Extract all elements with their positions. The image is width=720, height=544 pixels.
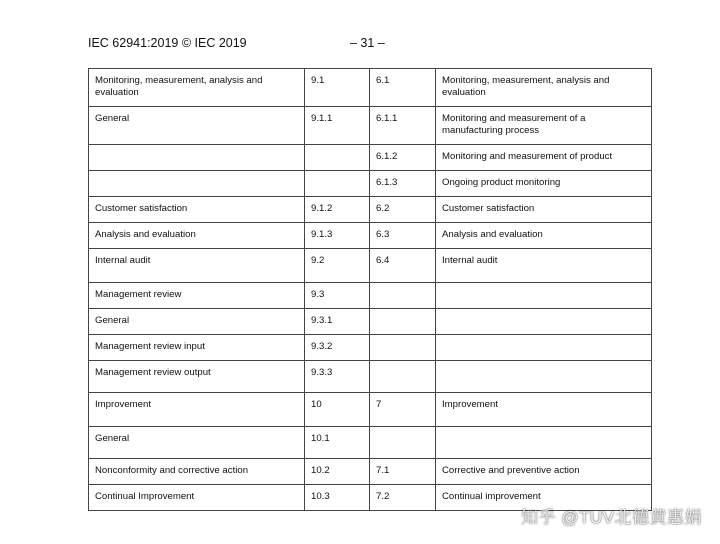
clause-correspondence-table	[88, 68, 652, 511]
ref-clause-number: 6.1.3	[370, 171, 436, 197]
clause-number: 9.1.1	[305, 107, 370, 145]
ref-clause-title: Monitoring, measurement, analysis and evaluation	[436, 69, 652, 107]
clause-title: Management review input	[89, 335, 305, 361]
table-row	[89, 69, 652, 107]
table-row	[89, 283, 652, 309]
clause-number: 10.3	[305, 485, 370, 511]
ref-clause-title	[436, 335, 652, 361]
table-row	[89, 335, 652, 361]
ref-clause-number: 7.1	[370, 459, 436, 485]
table-row	[89, 171, 652, 197]
ref-clause-number: 6.1.2	[370, 145, 436, 171]
ref-clause-title	[436, 283, 652, 309]
clause-title: Continual Improvement	[89, 485, 305, 511]
ref-clause-title: Internal audit	[436, 249, 652, 283]
ref-clause-title	[436, 309, 652, 335]
ref-clause-number	[370, 283, 436, 309]
clause-number: 9.3.3	[305, 361, 370, 393]
clause-title: General	[89, 427, 305, 459]
table-row	[89, 361, 652, 393]
clause-title: General	[89, 107, 305, 145]
ref-clause-number	[370, 361, 436, 393]
ref-clause-number: 7	[370, 393, 436, 427]
clause-title: Internal audit	[89, 249, 305, 283]
table-row	[89, 223, 652, 249]
clause-title: Customer satisfaction	[89, 197, 305, 223]
clause-title: Nonconformity and corrective action	[89, 459, 305, 485]
ref-clause-title: Monitoring and measurement of product	[436, 145, 652, 171]
clause-number: 10	[305, 393, 370, 427]
table-row	[89, 249, 652, 283]
clause-number: 9.3.2	[305, 335, 370, 361]
clause-number: 9.1	[305, 69, 370, 107]
clause-number	[305, 171, 370, 197]
ref-clause-number: 6.2	[370, 197, 436, 223]
table-row	[89, 459, 652, 485]
clause-number: 9.1.3	[305, 223, 370, 249]
ref-clause-number: 6.3	[370, 223, 436, 249]
table-row	[89, 145, 652, 171]
clause-title	[89, 145, 305, 171]
watermark: 知乎 @TUV北德黄惠娟	[521, 508, 702, 527]
clause-title	[89, 171, 305, 197]
clause-number	[305, 145, 370, 171]
clause-number: 10.2	[305, 459, 370, 485]
clause-number: 9.1.2	[305, 197, 370, 223]
ref-clause-title: Analysis and evaluation	[436, 223, 652, 249]
clause-title: Management review	[89, 283, 305, 309]
ref-clause-title: Continual improvement	[436, 485, 652, 511]
ref-clause-title	[436, 427, 652, 459]
ref-clause-title: Ongoing product monitoring	[436, 171, 652, 197]
ref-clause-number	[370, 309, 436, 335]
page-header	[88, 36, 648, 52]
ref-clause-number: 7.2	[370, 485, 436, 511]
ref-clause-number: 6.4	[370, 249, 436, 283]
ref-clause-title: Customer satisfaction	[436, 197, 652, 223]
clause-number: 10.1	[305, 427, 370, 459]
clause-title: Improvement	[89, 393, 305, 427]
ref-clause-number	[370, 427, 436, 459]
clause-title: Analysis and evaluation	[89, 223, 305, 249]
clause-title: Management review output	[89, 361, 305, 393]
ref-clause-title: Improvement	[436, 393, 652, 427]
table-row	[89, 427, 652, 459]
ref-clause-title: Monitoring and measurement of a manufacturing process	[436, 107, 652, 145]
page-number: – 31 –	[350, 36, 385, 50]
clause-number: 9.3.1	[305, 309, 370, 335]
clause-number: 9.2	[305, 249, 370, 283]
clause-title: General	[89, 309, 305, 335]
ref-clause-title	[436, 361, 652, 393]
standard-reference: IEC 62941:2019 © IEC 2019	[88, 36, 247, 50]
table-row	[89, 197, 652, 223]
table-row	[89, 393, 652, 427]
ref-clause-number: 6.1	[370, 69, 436, 107]
table-row	[89, 309, 652, 335]
clause-number: 9.3	[305, 283, 370, 309]
ref-clause-title: Corrective and preventive action	[436, 459, 652, 485]
table-row	[89, 107, 652, 145]
ref-clause-number: 6.1.1	[370, 107, 436, 145]
ref-clause-number	[370, 335, 436, 361]
clause-title: Monitoring, measurement, analysis and evaluation	[89, 69, 305, 107]
